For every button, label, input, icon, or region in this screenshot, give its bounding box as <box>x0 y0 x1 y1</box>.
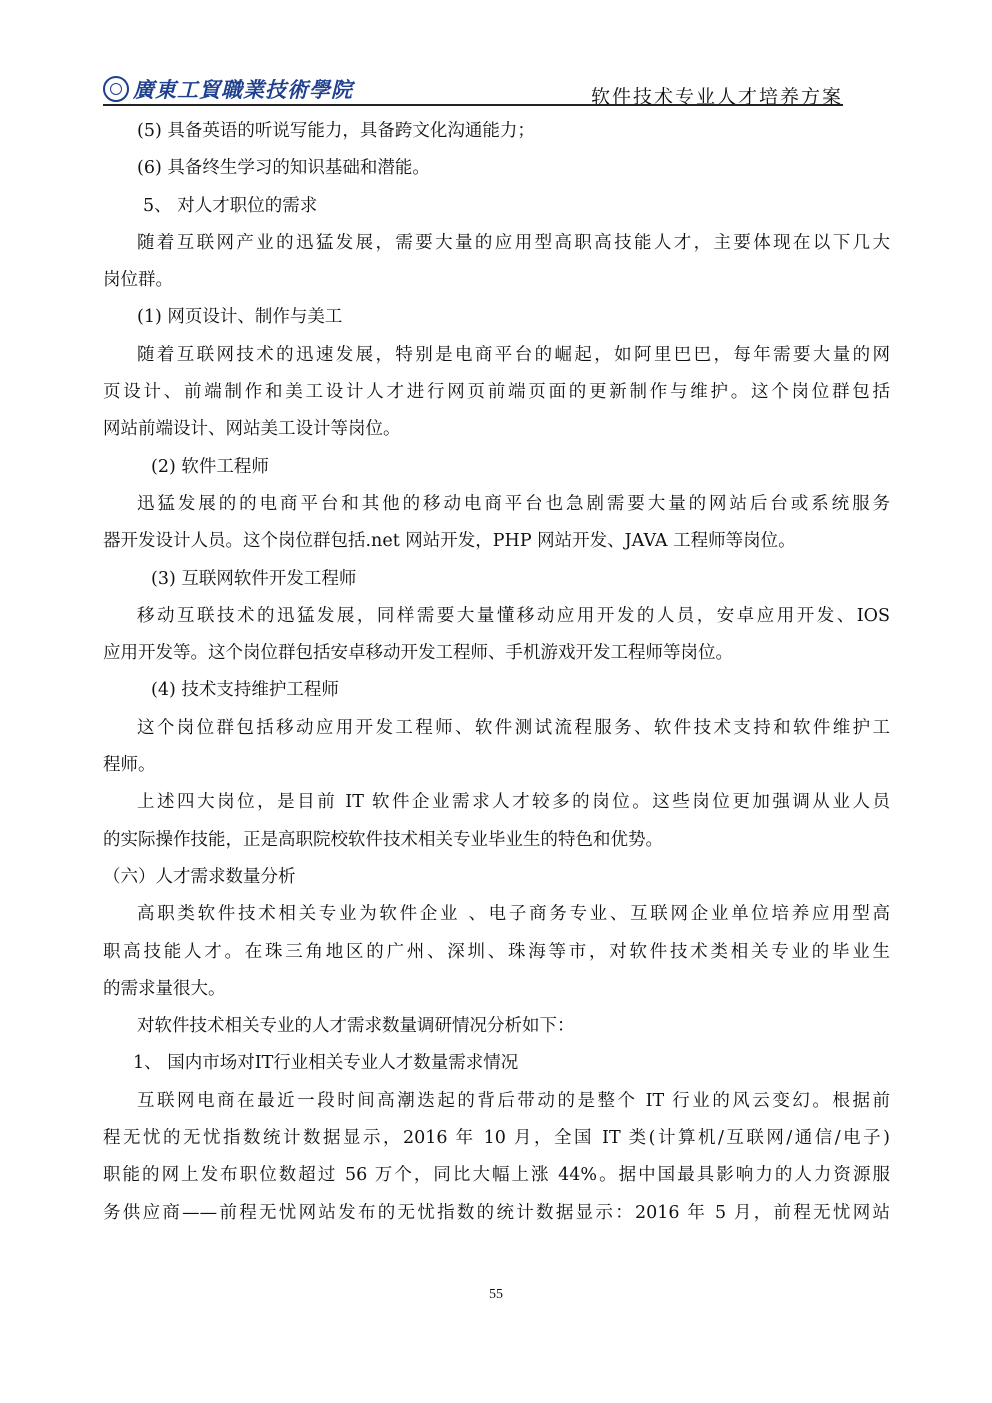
paragraph-line: 应用开发等。这个岗位群包括安卓移动开发工程师、手机游戏开发工程师等岗位。 <box>103 643 733 664</box>
page-number: 55 <box>489 1287 503 1302</box>
paragraph-line: 移动互联技术的迅猛发展，同样需要大量懂移动应用开发的人员，安卓应用开发、IOS <box>137 605 890 626</box>
document-title: 软件技术专业人才培养方案 <box>590 86 843 108</box>
paragraph-line: 岗位群。 <box>103 270 173 291</box>
paragraph-line: 随着互联网产业的迅猛发展，需要大量的应用型高职高技能人才，主要体现在以下几大 <box>137 232 890 253</box>
subsection-heading: (1) 网页设计、制作与美工 <box>137 307 343 328</box>
school-logo <box>103 74 353 104</box>
section-heading: 1、 国内市场对IT行业相关专业人才数量需求情况 <box>133 1053 519 1074</box>
paragraph-line: 迅猛发展的的电商平台和其他的移动电商平台也急剧需要大量的网站后台或系统服务 <box>137 493 890 514</box>
paragraph-line: 务供应商——前程无忧网站发布的无忧指数的统计数据显示：2016 年 5 月，前程无忧网站 <box>103 1202 890 1223</box>
paragraph-line: 程无忧的无忧指数统计数据显示，2016 年 10 月，全国 IT 类(计算机/互联网/通信/电子) <box>103 1128 890 1149</box>
school-seal-icon <box>103 76 129 102</box>
page-body <box>103 113 890 1232</box>
section-heading: （六）人才需求数量分析 <box>103 866 296 887</box>
page-header <box>103 72 843 106</box>
paragraph-line: 职高技能人才。在珠三角地区的广州、深圳、珠海等市，对软件技术类相关专业的毕业生 <box>103 941 890 962</box>
paragraph-line: 职能的网上发布职位数超过 56 万个，同比大幅上涨 44%。据中国最具影响力的人力资源服 <box>103 1165 890 1186</box>
subsection-heading: (2) 软件工程师 <box>151 456 269 477</box>
paragraph-line: 器开发设计人员。这个岗位群包括.net 网站开发，PHP 网站开发、JAVA 工程师等岗位。 <box>103 531 796 552</box>
header-divider <box>103 104 843 106</box>
paragraph-line: 随着互联网技术的迅速发展，特别是电商平台的崛起，如阿里巴巴，每年需要大量的网 <box>137 344 890 365</box>
school-logo-text: 廣東工貿職業技術學院 <box>133 77 353 102</box>
paragraph-line: 对软件技术相关专业的人才需求数量调研情况分析如下： <box>137 1016 575 1037</box>
list-item: (5) 具备英语的听说写能力，具备跨文化沟通能力； <box>137 121 535 141</box>
paragraph-line: 高职类软件技术相关专业为软件企业 、电子商务专业、互联网企业单位培养应用型高 <box>137 904 890 925</box>
subsection-heading: (4) 技术支持维护工程师 <box>151 680 339 701</box>
paragraph-line: 的实际操作技能，正是高职院校软件技术相关专业毕业生的特色和优势。 <box>103 829 663 850</box>
section-heading: 5、 对人才职位的需求 <box>143 195 318 216</box>
list-item: (6) 具备终生学习的知识基础和潜能。 <box>137 158 430 179</box>
paragraph-line: 页设计、前端制作和美工设计人才进行网页前端页面的更新制作与维护。这个岗位群包括 <box>103 382 890 403</box>
paragraph-line: 的需求量很大。 <box>103 978 226 999</box>
paragraph-line: 这个岗位群包括移动应用开发工程师、软件测试流程服务、软件技术支持和软件维护工 <box>137 717 890 738</box>
paragraph-line: 互联网电商在最近一段时间高潮迭起的背后带动的是整个 IT 行业的风云变幻。根据前 <box>137 1090 890 1111</box>
paragraph-line: 程师。 <box>103 755 156 776</box>
paragraph-line: 上述四大岗位，是目前 IT 软件企业需求人才较多的岗位。这些岗位更加强调从业人员 <box>137 792 890 813</box>
subsection-heading: (3) 互联网软件开发工程师 <box>151 568 357 589</box>
paragraph-line: 网站前端设计、网站美工设计等岗位。 <box>103 419 401 440</box>
